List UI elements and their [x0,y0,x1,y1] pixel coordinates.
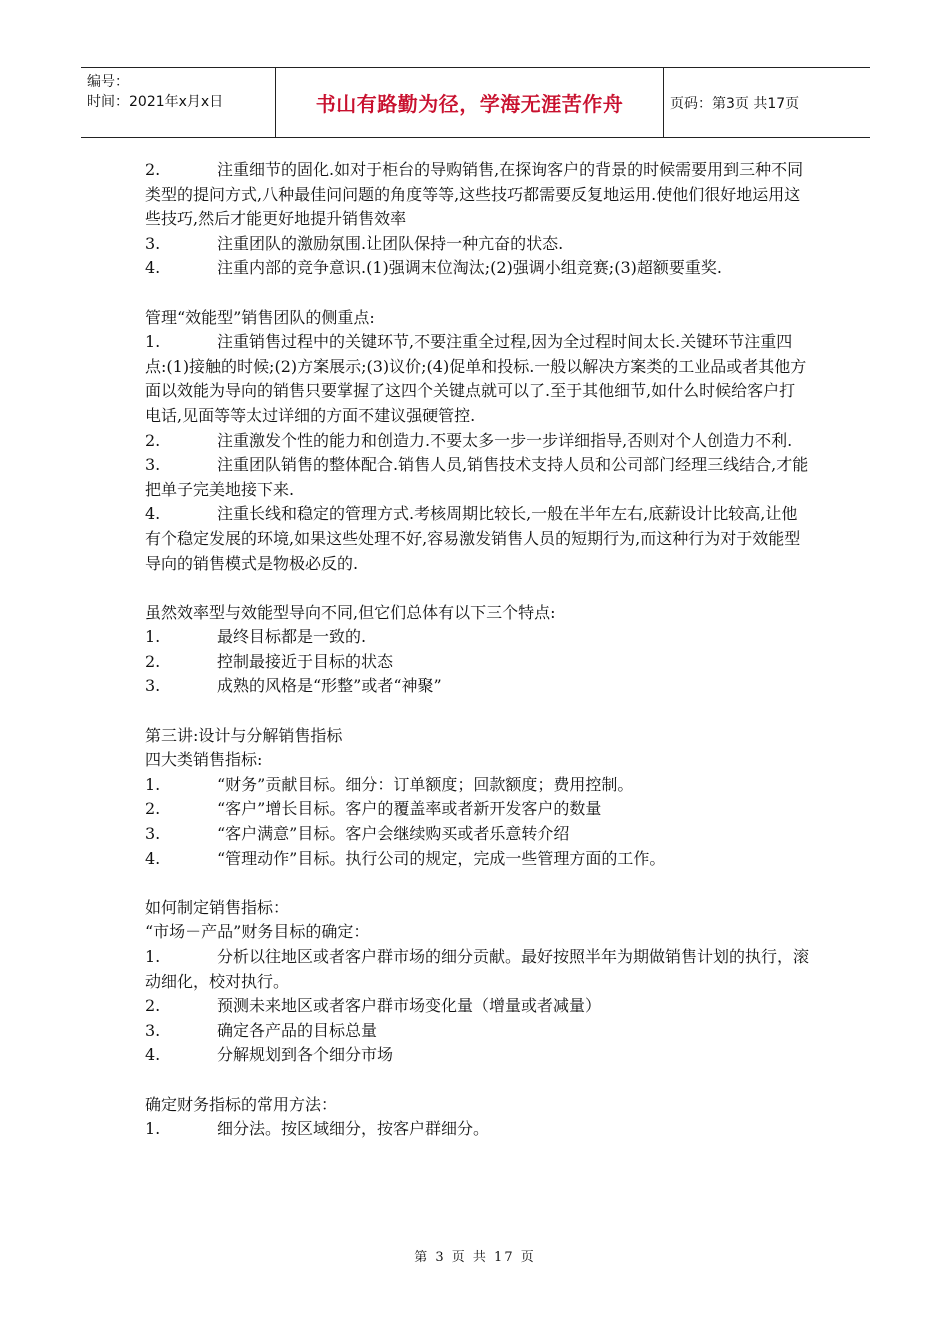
list-item-text: 注重团队销售的整体配合.销售人员,销售技术支持人员和公司部门经理三线结合,才能把单子完美地接下来. [145,455,809,499]
list-item-number: 1. [145,627,161,647]
list-item-text: 确定各产品的目标总量 [217,1020,378,1040]
list-item [145,1043,810,1068]
list-item-text: 最终目标都是一致的. [217,627,367,647]
list-item-number: 1. [145,774,161,794]
paragraph: 第三讲:设计与分解销售指标 [145,725,343,745]
list-item-number: 1. [145,947,161,966]
document-date: 时间：2021年x月x日 [87,94,224,110]
paragraph: 如何制定销售指标： [145,897,290,917]
list-item-text: 注重长线和稳定的管理方式.考核周期比较长,一般在半年左右,底薪设计比较高,让他有个稳定发展的环境,如果这些处理不好,容易激发销售人员的短期行为,而这种行为对于效能型导向的销售模式是物极必反的. [145,504,801,573]
list-item-text: 控制最接近于目标的状态 [217,651,394,671]
list-item-text: “财务”贡献目标。细分：订单额度；回款额度；费用控制。 [217,774,634,794]
page-footer: 第 3 页 共 17 页 [414,1250,536,1265]
document-number-label: 编号： [87,74,129,90]
list-item-number: 3. [145,233,161,253]
list-item [145,502,810,576]
list-item-number: 3. [145,676,161,696]
paragraph: 四大类销售指标: [145,750,263,770]
list-item [145,1019,810,1044]
list-item-text: 预测未来地区或者客户群市场变化量（增量或者减量） [217,996,602,1016]
list-item [145,945,810,994]
list-item-number: 3. [145,455,161,475]
list-item [145,1117,810,1142]
list-item [145,453,810,502]
list-item-text: 注重内部的竞争意识.(1)强调末位淘汰;(2)强调小组竞赛;(3)超额要重奖. [217,258,722,278]
list-item-text: 注重团队的激励氛围.让团队保持一种亢奋的状态. [217,233,564,253]
list-item-number: 4. [145,258,161,278]
header-page-number: 页码：第3页 共17页 [670,95,800,112]
list-item-text: 注重销售过程中的关键环节,不要注重全过程,因为全过程时间太长.关键环节注重四点:(1)接触的时候;(2)方案展示;(3)议价;(4)促单和投标.一般以解决方案类的工业品或者其他方面以效能为导向的销售只要掌握了这四个关键点就可以了.至于其他细节,如什么时候给客户打电话,见面等等太过详细的方面不建议强硬管控. [145,332,807,425]
paragraph-gap [145,1068,810,1093]
paragraph: 确定财务指标的常用方法： [145,1094,338,1114]
list-item-text: 注重激发个性的能力和创造力.不要太多一步一步详细指导,否则对个人创造力不利. [217,430,793,450]
list-item-text: 分解规划到各个细分市场 [217,1045,394,1065]
paragraph: “市场－产品”财务目标的确定： [145,922,370,942]
list-item [145,330,810,428]
list-item-text: 分析以往地区或者客户群市场的细分贡献。最好按照半年为期做销售计划的执行，滚动细化，校对执行。 [145,947,810,991]
list-item-number: 4. [145,1045,161,1065]
list-item-text: 注重细节的固化.如对于柜台的导购销售,在探询客户的背景的时候需要用到三种不同类型的提问方式,八种最佳问问题的角度等等,这些技巧都需要反复地运用.使他们很好地运用这些技巧,然后才能更好地提升销售效率 [145,160,804,229]
list-item-text: “客户满意”目标。客户会继续购买或者乐意转介绍 [217,824,570,844]
list-item [145,625,810,650]
list-item [145,994,810,1019]
list-item-number: 2. [145,996,161,1016]
list-item [145,158,810,232]
list-item-number: 2. [145,799,161,819]
paragraph-gap [145,871,810,896]
header-meta [81,68,276,137]
header-motto: 书山有路勤为径，学海无涯苦作舟 [276,68,664,137]
document-body [145,158,810,1142]
list-item [145,773,810,798]
list-item-number: 3. [145,1020,161,1040]
list-item [145,256,810,281]
list-item [145,429,810,454]
paragraph-gap [145,699,810,724]
list-item-number: 3. [145,824,161,844]
list-item-number: 1. [145,1119,161,1139]
list-item-text: 细分法。按区域细分，按客户群细分。 [217,1119,490,1139]
list-item-number: 2. [145,651,161,671]
list-item-number: 4. [145,848,161,868]
list-item-number: 2. [145,160,161,179]
list-item [145,847,810,872]
paragraph: 管理“效能型”销售团队的侧重点: [145,307,375,327]
page-header [81,67,870,138]
list-item [145,797,810,822]
paragraph: 虽然效率型与效能型导向不同,但它们总体有以下三个特点: [145,602,556,622]
list-item [145,674,810,699]
list-item-number: 1. [145,332,161,352]
list-item-text: “管理动作”目标。执行公司的规定，完成一些管理方面的工作。 [217,848,666,868]
list-item-text: 成熟的风格是“形整”或者“神聚” [217,676,442,696]
list-item-number: 2. [145,430,161,450]
list-item [145,822,810,847]
paragraph-gap [145,281,810,306]
list-item-text: “客户”增长目标。客户的覆盖率或者新开发客户的数量 [217,799,602,819]
list-item-number: 4. [145,504,161,524]
list-item [145,232,810,257]
paragraph-gap [145,576,810,601]
list-item [145,650,810,675]
